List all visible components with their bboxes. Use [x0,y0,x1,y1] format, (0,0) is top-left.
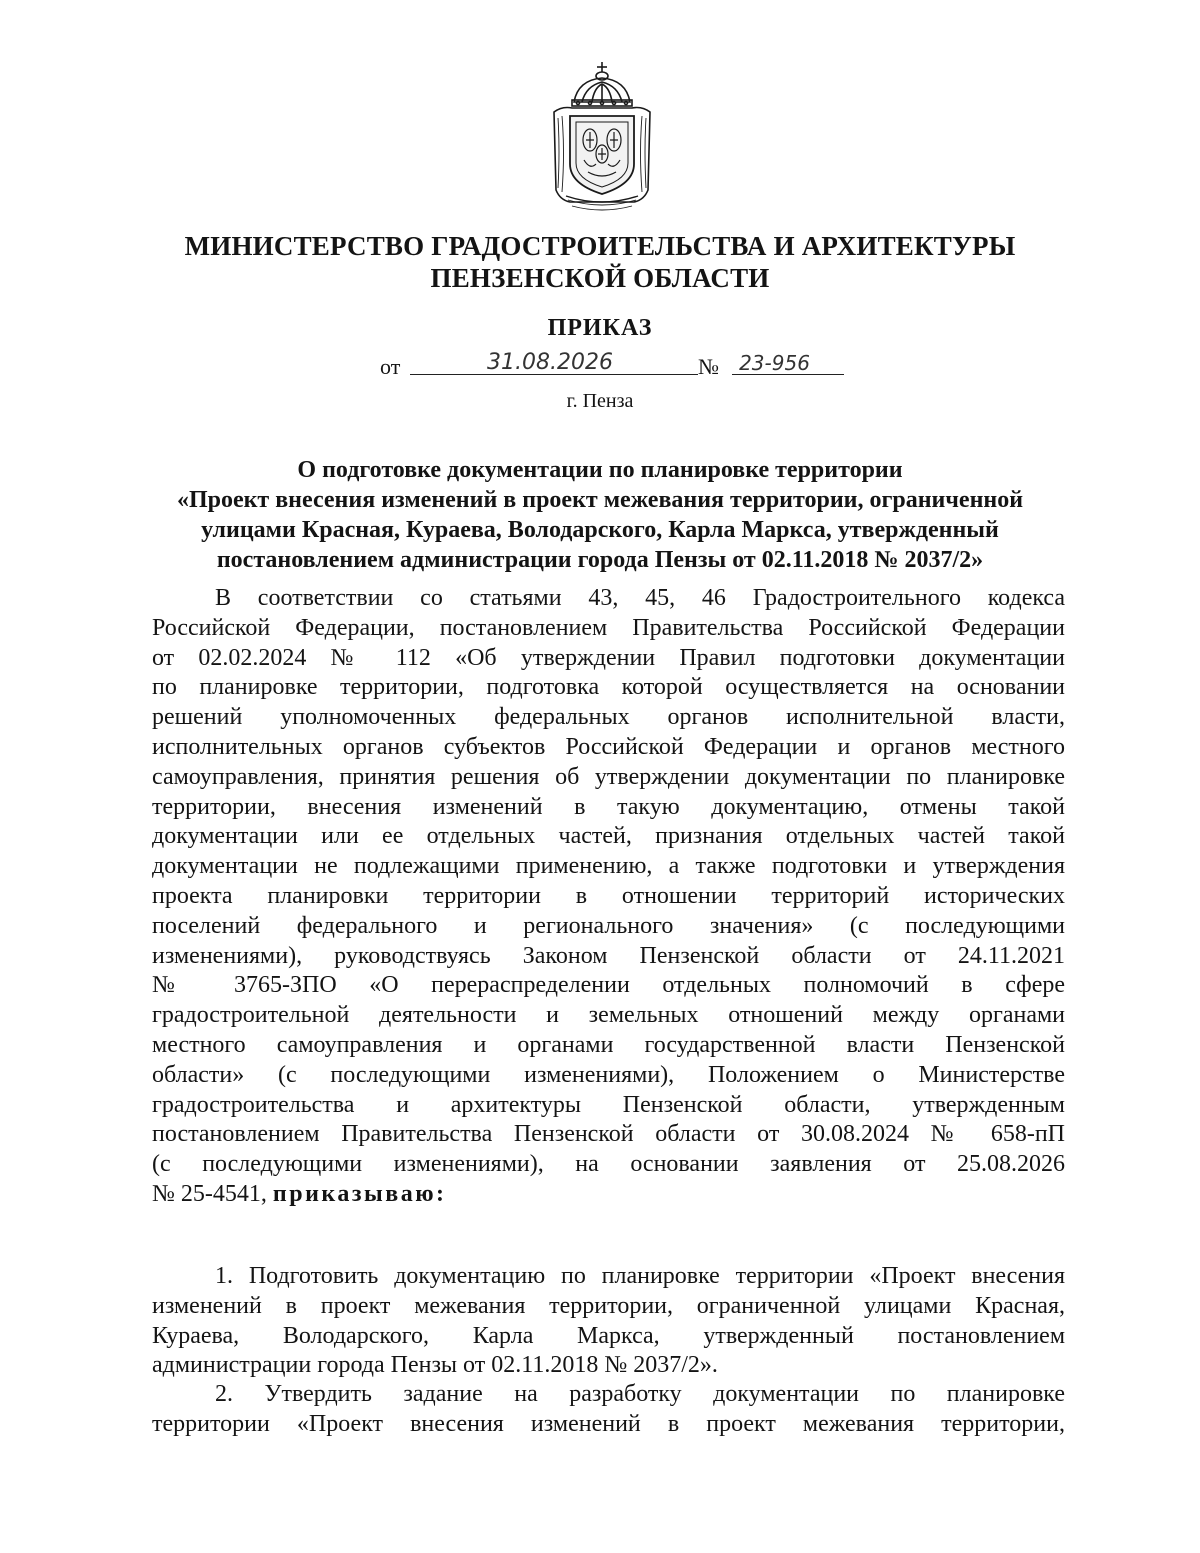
application-number-text: № 25-4541, [152,1180,273,1207]
text-line: 1. Подготовить документацию по планировке территории «Проект внесения [215,1263,1065,1289]
text-line: документации или ее отдельных частей, признания отдельных частей такой [152,823,1065,850]
text-line: области» (с последующими изменениями), Положением о Министерстве [152,1061,1065,1088]
text-line: самоуправления, принятия решения об утверждении документации по планировке [152,763,1065,790]
text-line: градостроительства и архитектуры Пензенской области, утвержденным [152,1091,1065,1118]
city-name: г. Пенза [566,390,634,412]
date-number-line [380,352,850,382]
text-line: местного самоуправления и органами государственной власти Пензенской [152,1031,1065,1058]
preamble-paragraph [152,584,1065,1210]
text-line: по планировке территории, подготовка которой осуществляется на основании [152,674,1065,701]
text-line: администрации города Пензы от 02.11.2018 № 2037/2». [152,1352,718,1379]
text-line: постановлением Правительства Пензенской области от 30.08.2024 № 658-пП [152,1121,1065,1148]
date-prefix: от [380,354,401,379]
text-line: проекта планировки территории в отношении территорий исторических [152,882,1065,909]
ministry-name-line1: МИНИСТЕРСТВО ГРАДОСТРОИТЕЛЬСТВА И АРХИТЕКТУРЫ [184,231,1016,261]
text-line-final [152,1180,1065,1210]
text-line: изменениями), руководствуясь Законом Пензенской области от 24.11.2021 [152,942,1065,969]
order-number: 23-956 [739,351,810,375]
order-item-2 [152,1380,1065,1440]
text-line: решений уполномоченных федеральных органов исполнительной власти, [152,704,1065,731]
text-line: № 3765-ЗПО «О перераспределении отдельных полномочий в сфере [152,972,1065,999]
order-subject [140,455,1060,575]
text-line: исполнительных органов субъектов Российской Федерации и органов местного [152,733,1065,760]
document-type-title: ПРИКАЗ [547,315,653,341]
text-line: документации не подлежащими применению, а также подготовки и утверждения [152,853,1065,880]
order-word: приказываю: [272,1180,447,1207]
text-line: территории, внесения изменений в такую документацию, отмены такой [152,793,1065,820]
text-line: Российской Федерации, постановлением Правительства Российской Федерации [152,614,1065,641]
text-line: изменений в проект межевания территории, ограниченной улицами Красная, [152,1292,1065,1319]
text-line: В соответствии со статьями 43, 45, 46 Градостроительного кодекса [215,585,1065,611]
subject-line: улицами Красная, Кураева, Володарского, Карла Маркса, утвержденный [201,517,999,543]
ministry-name-line2: ПЕНЗЕНСКОЙ ОБЛАСТИ [430,263,770,293]
order-item-1 [152,1262,1065,1381]
text-line: территории «Проект внесения изменений в проект межевания территории, [152,1410,1065,1437]
subject-line: «Проект внесения изменений в проект межевания территории, ограниченной [176,487,1024,513]
coat-of-arms-emblem [548,60,656,212]
text-line: от 02.02.2024 № 112 «Об утверждении Правил подготовки документации [152,644,1065,671]
text-line: (с последующими изменениями), на основании заявления от 25.08.2026 [152,1151,1065,1178]
subject-line: О подготовке документации по планировке территории [297,457,903,483]
number-sign: № [698,354,719,379]
text-line: 2. Утвердить задание на разработку документации по планировке [215,1381,1065,1407]
text-line: градостроительной деятельности и земельных отношений между органами [152,1002,1065,1029]
text-line: поселений федерального и регионального значения» (с последующими [152,912,1065,939]
order-date: 31.08.2026 [487,350,613,375]
subject-line: постановлением администрации города Пензы от 02.11.2018 № 2037/2» [216,547,984,573]
text-line: Кураева, Володарского, Карла Маркса, утвержденный постановлением [152,1322,1065,1349]
